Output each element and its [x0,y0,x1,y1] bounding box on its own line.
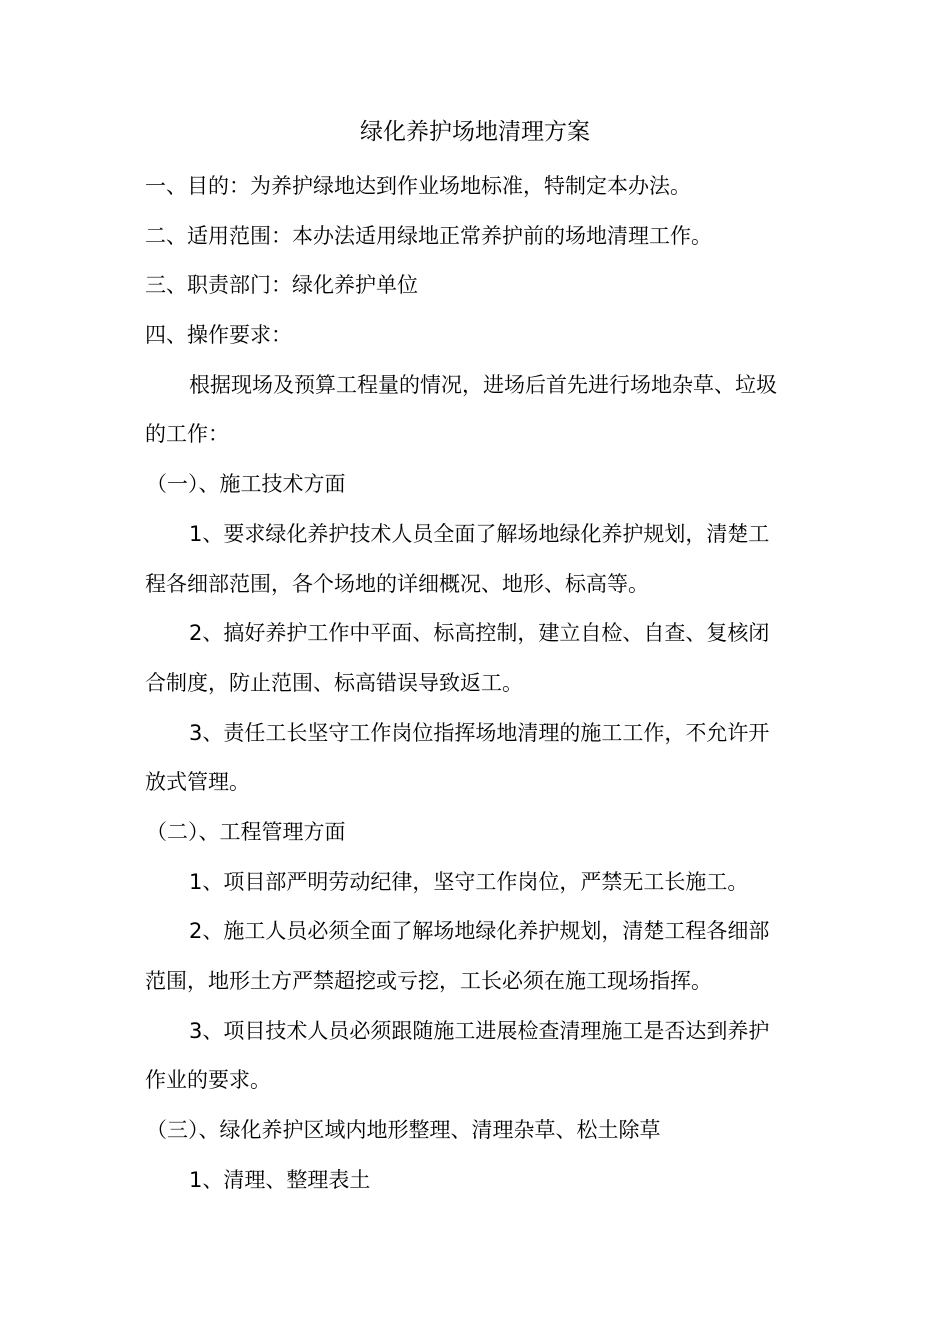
subsection-heading-management: （二）、工程管理方面 [146,820,346,844]
list-item-line: 放式管理。 [145,770,250,794]
section-purpose: 一、目的：为养护绿地达到作业场地标准，特制定本办法。 [145,174,691,198]
subsection-heading-technical: （一）、施工技术方面 [146,472,346,496]
paragraph-line: 的工作： [145,422,229,446]
list-item-line: 3、责任工长坚守工作岗位指挥场地清理的施工工作，不允许开 [189,721,770,745]
section-department: 三、职责部门：绿化养护单位 [145,273,418,297]
list-item-line: 程各细部范围，各个场地的详细概况、地形、标高等。 [145,572,649,596]
list-item-line: 1、项目部严明劳动纪律，坚守工作岗位，严禁无工长施工。 [189,870,749,894]
list-item-line: 3、项目技术人员必须跟随施工进展检查清理施工是否达到养护 [189,1019,770,1043]
list-item-line: 范围，地形土方严禁超挖或亏挖，工长必须在施工现场指挥。 [145,969,712,993]
list-item-line: 作业的要求。 [145,1068,271,1092]
section-requirements-heading: 四、操作要求： [145,323,292,347]
paragraph-line: 根据现场及预算工程量的情况，进场后首先进行场地杂草、垃圾 [189,373,777,397]
list-item-line: 1、要求绿化养护技术人员全面了解场地绿化养护规划，清楚工 [189,522,770,546]
section-scope: 二、适用范围：本办法适用绿地正常养护前的场地清理工作。 [145,224,712,248]
subsection-heading-terrain: （三）、绿化养护区域内地形整理、清理杂草、松土除草 [146,1118,661,1142]
document-title: 绿化养护场地清理方案 [360,119,590,145]
list-item-line: 合制度，防止范围、标高错误导致返工。 [145,671,523,695]
list-item-line: 1、清理、整理表土 [189,1168,371,1192]
list-item-line: 2、搞好养护工作中平面、标高控制，建立自检、自查、复核闭 [189,621,770,645]
list-item-line: 2、施工人员必须全面了解场地绿化养护规划，清楚工程各细部 [189,919,770,943]
